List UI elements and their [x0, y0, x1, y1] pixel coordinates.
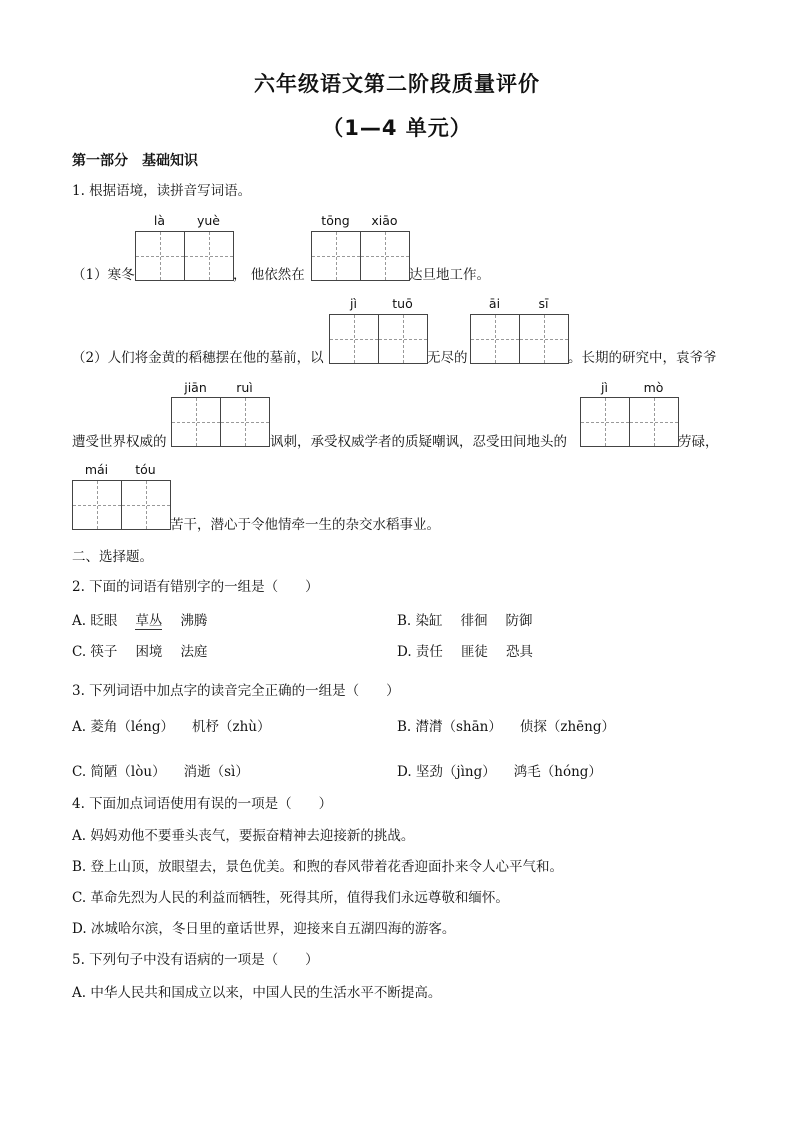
answer-grid[interactable]: [580, 397, 679, 447]
q1-line1-a: （1）寒冬: [72, 267, 135, 283]
q2-stem: 2. 下面的词语有错别字的一组是（ ）: [72, 579, 319, 595]
answer-grid[interactable]: [470, 314, 569, 364]
pinyin: tóu: [135, 462, 156, 477]
q1-stem: 1. 根据语境，读拼音写词语。: [72, 183, 252, 199]
q1-line3-b: 讽刺，承受权威学者的质疑嘲讽，忍受田间地头的: [270, 434, 567, 450]
pinyin: yuè: [196, 213, 220, 228]
part2-heading: 二、选择题。: [72, 549, 153, 565]
q2-option-b[interactable]: B. 染缸 徘徊 防御: [397, 613, 533, 629]
q1-line1-b: ， 他依然在: [233, 267, 305, 283]
q3-option-a[interactable]: A. 菱角（léng） 机杼（zhù）: [72, 719, 271, 735]
answer-grid[interactable]: [135, 231, 234, 281]
q5-option-a[interactable]: A. 中华人民共和国成立以来，中国人民的生活水平不断提高。: [72, 985, 442, 1001]
q5-stem: 5. 下列句子中没有语病的一项是（ ）: [72, 952, 319, 968]
q1-line2-b: 无尽的: [427, 350, 468, 366]
q1-line1-c: 达旦地工作。: [409, 267, 490, 283]
pinyin: jì: [601, 380, 608, 395]
q2-option-d[interactable]: D. 责任 匪徒 恐具: [397, 644, 533, 660]
pinyin: mái: [84, 462, 109, 477]
q1-line2-a: （2）人们将金黄的稻穗摆在他的墓前，以: [72, 350, 324, 366]
pinyin: jiān: [184, 380, 207, 395]
q4-option-d[interactable]: D. 冰城哈尔滨，冬日里的童话世界，迎接来自五湖四海的游客。: [72, 921, 456, 937]
page-subtitle: （1—4 单元）: [322, 116, 472, 140]
q4-stem: 4. 下面加点词语使用有误的一项是（ ）: [72, 796, 333, 812]
pinyin: jì: [350, 296, 357, 311]
pinyin: sī: [538, 296, 549, 311]
q3-option-b[interactable]: B. 潸潸（shān） 侦探（zhēng）: [397, 719, 616, 735]
q4-option-a[interactable]: A. 妈妈劝他不要垂头丧气，要振奋精神去迎接新的挑战。: [72, 828, 415, 844]
q4-option-b[interactable]: B. 登上山顶，放眼望去，景色优美。和煦的春风带着花香迎面扑来令人心平气和。: [72, 859, 564, 875]
q3-option-c[interactable]: C. 简陋（lòu） 消逝（sì）: [72, 764, 249, 780]
pinyin: ruì: [236, 380, 253, 395]
q1-line2-c: 。长期的研究中，袁爷爷: [568, 350, 717, 366]
pinyin: xiāo: [371, 213, 398, 228]
pinyin: mò: [643, 380, 664, 395]
pinyin: là: [153, 213, 166, 228]
q3-option-d[interactable]: D. 坚劲（jìng） 鸿毛（hóng）: [397, 764, 602, 780]
q1-line3-a: 遭受世界权威的: [72, 434, 167, 450]
q2-option-c[interactable]: C. 筷子 困境 法庭: [72, 644, 208, 660]
pinyin: tōng: [321, 213, 350, 228]
answer-grid[interactable]: [329, 314, 428, 364]
pinyin: āi: [488, 296, 501, 311]
part1-heading: 第一部分 基础知识: [72, 153, 198, 169]
q2-option-a[interactable]: A. 眨眼 草丛 沸腾: [72, 613, 208, 629]
q1-line3-c: 劳碌，: [678, 434, 719, 450]
answer-grid[interactable]: [72, 480, 171, 530]
q1-line4-a: 苦干，潜心于令他情牵一生的杂交水稻事业。: [170, 517, 440, 533]
answer-grid[interactable]: [311, 231, 410, 281]
q3-stem: 3. 下列词语中加点字的读音完全正确的一组是（ ）: [72, 683, 400, 699]
pinyin: tuō: [392, 296, 413, 311]
answer-grid[interactable]: [171, 397, 270, 447]
q4-option-c[interactable]: C. 革命先烈为人民的利益而牺牲，死得其所，值得我们永远尊敬和缅怀。: [72, 890, 509, 906]
page-title: 六年级语文第二阶段质量评价: [254, 72, 540, 96]
